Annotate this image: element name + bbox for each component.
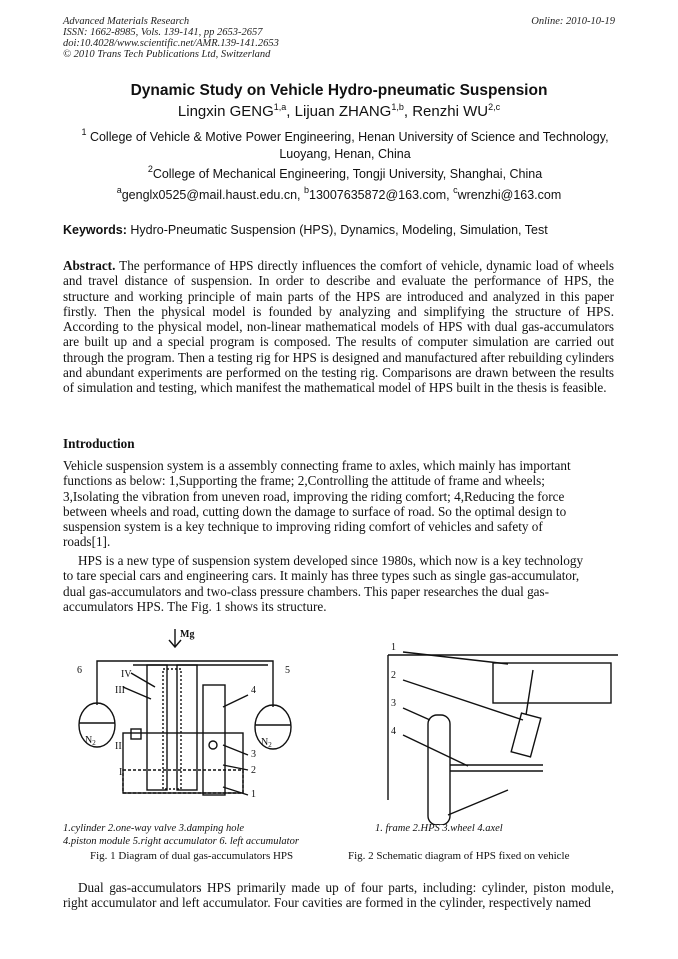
online-date: Online: 2010-10-19: [531, 16, 615, 27]
figure-1-diagram: [63, 625, 353, 825]
fig1-label-n2-right: $N_2$: [261, 737, 272, 749]
author-list: Lingxin GENG$^{1,a}$, Lijuan ZHANG$^{1,b}$, Renzhi WU$^{2,c}$: [177, 102, 501, 120]
figure-1-caption: Fig. 1 Diagram of dual gas-accumulators HPS: [90, 850, 294, 862]
abstract-text: The performance of HPS directly influences the comfort of vehicle, dynamic load of wheels and travel distance of suspension. In order to describe and evaluate the performance of HPS, the structure and working principle of main parts of the HPS are introduced and analyzed in this paper firstly. Then the physical model is founded by analyzing and simplifying the structure of HPS. According to the physical model, non-linear mathematical models of HPS with dual gas-accumulators are built up and a special program is composed. The results of computer simulation are carried out through the program. Then a testing rig for HPS is designed and manufactured after rebuilding cylinders and abundant experiments are performed on the testing rig. Comparisons are drawn between the results of simulation and testing, which manifest the mathematical model of HPS built in the thesis is feasible.: [63, 258, 614, 396]
author-name: Lijuan ZHANG: [294, 103, 392, 120]
fig2-label-4: 4: [391, 726, 396, 737]
figure-1-legend: 1.cylinder 2.one-way valve 3.damping hole 4.piston module 5.right accumulator 6. left accumulator: [63, 823, 299, 847]
fig1-label-n2-left: $N_2$: [85, 735, 96, 747]
journal-header: [63, 16, 279, 60]
affiliation-2: $^2$College of Mechanical Engineering, Tongji University, Shanghai, China: [147, 164, 543, 181]
fig2-label-1: 1: [391, 642, 396, 653]
fig1-label-1: 1: [251, 789, 256, 800]
figure-2-legend: 1. frame 2.HPS 3.wheel 4.axel: [375, 823, 503, 834]
email-link[interactable]: 13007635872@163.com: [309, 188, 447, 202]
fig1-label-I: I: [119, 767, 123, 778]
body-paragraph: Dual gas-accumulators HPS primarily made up of four parts, including: cylinder, piston module, right accumulator and left accumulator. Four cavities are formed in the cylinder, respectively named: [63, 880, 614, 911]
fig1-label-4: 4: [251, 685, 256, 696]
fig1-label-IV: IV: [121, 669, 132, 680]
fig2-label-3: 3: [391, 698, 396, 709]
fig1-label-mg: Mg: [180, 629, 195, 640]
journal-name: Advanced Materials Research: [63, 16, 190, 27]
email-link[interactable]: wrenzhi@163.com: [457, 188, 562, 202]
intro-paragraph-1: Vehicle suspension system is a assembly connecting frame to axles, which mainly has important functions as below: 1,Supporting the frame; 2,Controlling the attitude of frame and wheels; 3,Isolating the vibration from uneven road, improving the riding comfort; 4,Reducing the force between wheels and road, cutting down the damage to surface of road. So the optimal design to suspension system is a key technique to improving riding comfort of vehicles and safety of roads[1].: [63, 458, 571, 550]
fig1-label-3: 3: [251, 749, 256, 760]
fig1-label-III: III: [115, 685, 125, 696]
fig1-label-6: 6: [77, 665, 82, 676]
author-name: Lingxin GENG: [177, 103, 274, 120]
keywords: [63, 223, 623, 237]
figure-2-diagram: [368, 640, 618, 825]
journal-issn: ISSN: 1662-8985, Vols. 139-141, pp 2653-2657: [63, 27, 263, 38]
abstract-label: Abstract.: [63, 258, 116, 273]
figure-2-caption: Fig. 2 Schematic diagram of HPS fixed on vehicle: [348, 850, 570, 862]
paper-title: Dynamic Study on Vehicle Hydro-pneumatic Suspension: [130, 82, 548, 99]
fig1-label-5: 5: [285, 665, 290, 676]
author-emails: $^a$genglx0525@mail.haust.edu.cn, $^b$13007635872@163.com, $^c$wrenzhi@163.com: [116, 185, 562, 202]
keywords-label: Keywords:: [63, 223, 127, 237]
abstract: [63, 258, 614, 396]
fig1-label-2: 2: [251, 765, 256, 776]
email-link[interactable]: genglx0525@mail.haust.edu.cn: [121, 188, 298, 202]
journal-copyright: © 2010 Trans Tech Publications Ltd, Switzerland: [63, 49, 271, 60]
fig1-label-II: II: [115, 741, 122, 752]
affiliation-1: $^1$ College of Vehicle & Motive Power Engineering, Henan University of Science and Technology, Luoyang, Henan, China: [81, 127, 609, 161]
intro-paragraph-2: HPS is a new type of suspension system developed since 1980s, which now is a key technology to tare special cars and engineering cars. It mainly has three types such as single gas-accumulator, dual gas-accumulators and two-class pressure chambers. This paper researches the dual gas- accumulators HPS. The Fig. 1 shows its structure.: [63, 553, 584, 614]
section-heading-introduction: Introduction: [63, 436, 135, 451]
author-name: Renzhi WU: [412, 103, 489, 120]
fig2-label-2: 2: [391, 670, 396, 681]
journal-doi: doi:10.4028/www.scientific.net/AMR.139-141.2653: [63, 38, 279, 49]
keywords-text: Hydro-Pneumatic Suspension (HPS), Dynamics, Modeling, Simulation, Test: [130, 223, 548, 237]
